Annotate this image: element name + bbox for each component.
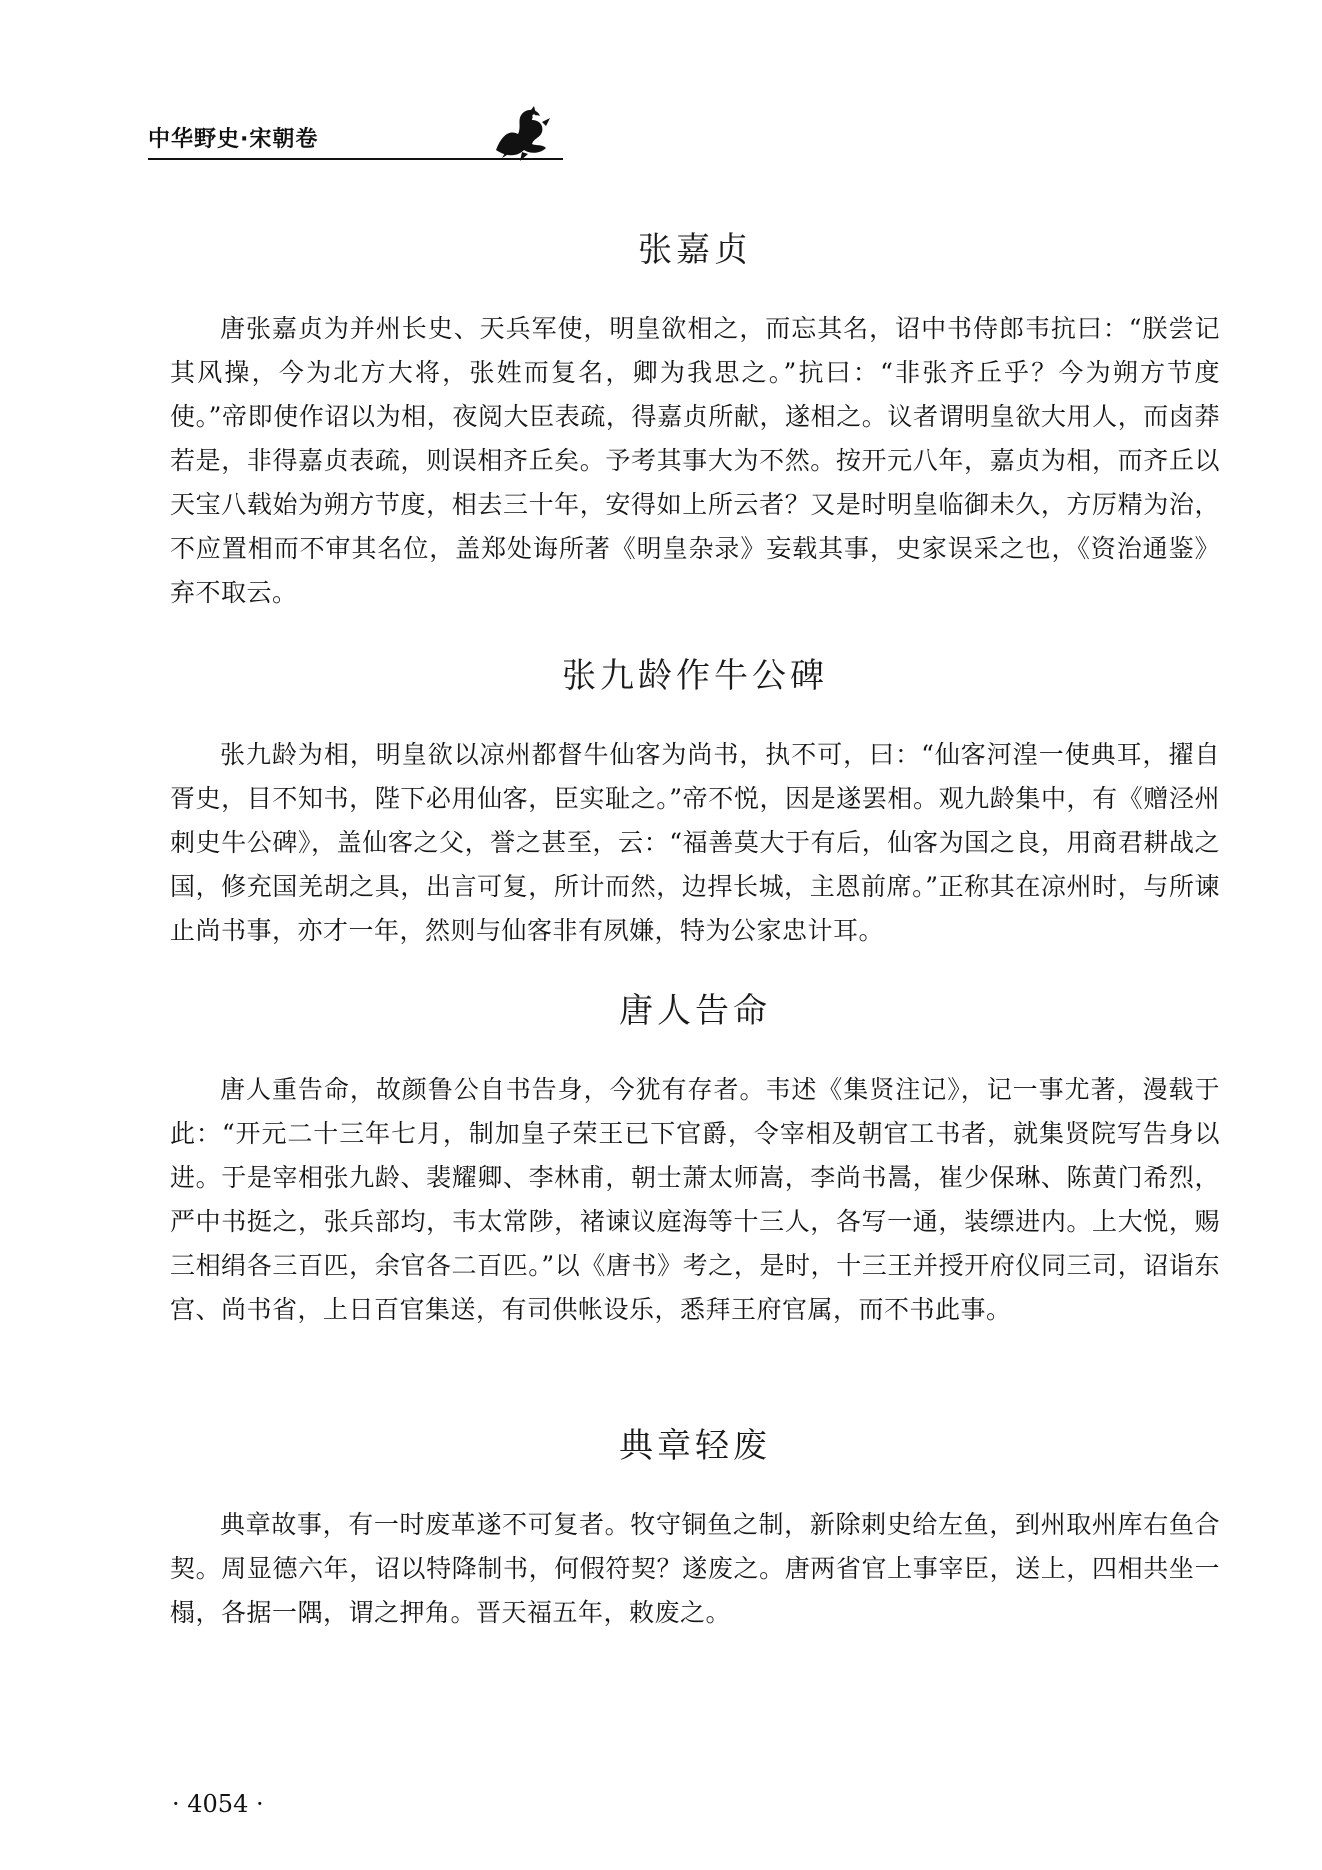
article-title: 典章轻废 (619, 1426, 771, 1466)
article-title: 唐人告命 (619, 991, 771, 1031)
article-body: 唐人重告命，故颜鲁公自书告身，今犹有存者。韦述《集贤注记》，记一事尤著，漫载于此：“开元二十三年七月，制加皇子荣王已下官爵，令宰相及朝官工书者，就集贤院写告身以进。于是宰相张九龄、裴耀卿、李林甫，朝士萧太师嵩，李尚书暠，崔少保琳、陈黄门希烈，严中书挺之，张兵部均，韦太常陟，褚谏议庭海等十三人，各写一通，装缥进内。上大悦，赐三相绢各三百匹，余官各二百匹。”以《唐书》考之，是时，十三王并授开府仪同三司，诏诣东宫、尚书省，上日百官集送，有司供帐设乐，悉拜王府官属，而不书此事。 (170, 1075, 1220, 1324)
article-title: 张九龄作牛公碑 (562, 656, 828, 696)
article-tang-appointments (170, 983, 1220, 1332)
article-body: 唐张嘉贞为并州长史、天兵军使，明皇欲相之，而忘其名，诏中书侍郎韦抗曰：“朕尝记其风操，今为北方大将，张姓而复名，卿为我思之。”抗曰：“非张齐丘乎？今为朔方节度使。”帝即使作诏以为相，夜阅大臣表疏，得嘉贞所献，遂相之。议者谓明皇欲大用人，而卤莽若是，非得嘉贞表疏，则误相齐丘矣。予考其事大为不然。按开元八年，嘉贞为相，而齐丘以天宝八载始为朔方节度，相去三十年，安得如上所云者？又是时明皇临御未久，方厉精为治，不应置相而不审其名位，盖郑处诲所著《明皇杂录》妄载其事，史家误采之也，《资治通鉴》弃不取云。 (170, 314, 1220, 607)
article-statutes-abolished (170, 1418, 1220, 1635)
header-rule (148, 158, 563, 160)
article-zhang-jiuling-stele (170, 648, 1220, 953)
article-body: 典章故事，有一时废革遂不可复者。牧守铜鱼之制，新除刺史给左鱼，到州取州库右鱼合契。周显德六年，诏以特降制书，何假符契？遂废之。唐两省官上事宰臣，送上，四相共坐一榻，各据一隅，谓之押角。晋天福五年，敕废之。 (170, 1510, 1220, 1627)
dragon-icon (488, 104, 554, 162)
running-title: 中华野史·宋朝卷 (148, 127, 319, 152)
article-title: 张嘉贞 (638, 230, 752, 270)
article-zhang-jiazhen (170, 222, 1220, 615)
page-number: · 4054 · (172, 1790, 264, 1818)
article-body: 张九龄为相，明皇欲以凉州都督牛仙客为尚书，执不可，曰：“仙客河湟一使典耳，擢自胥史，目不知书，陛下必用仙客，臣实耻之。”帝不悦，因是遂罢相。观九龄集中，有《赠泾州刺史牛公碑》，盖仙客之父，誉之甚至，云：“福善莫大于有后，仙客为国之良，用商君耕战之国，修充国羌胡之具，出言可复，所计而然，边捍长城，主恩前席。”正称其在凉州时，与所谏止尚书事，亦才一年，然则与仙客非有夙嫌，特为公家忠计耳。 (170, 740, 1220, 945)
page-header (148, 112, 568, 166)
